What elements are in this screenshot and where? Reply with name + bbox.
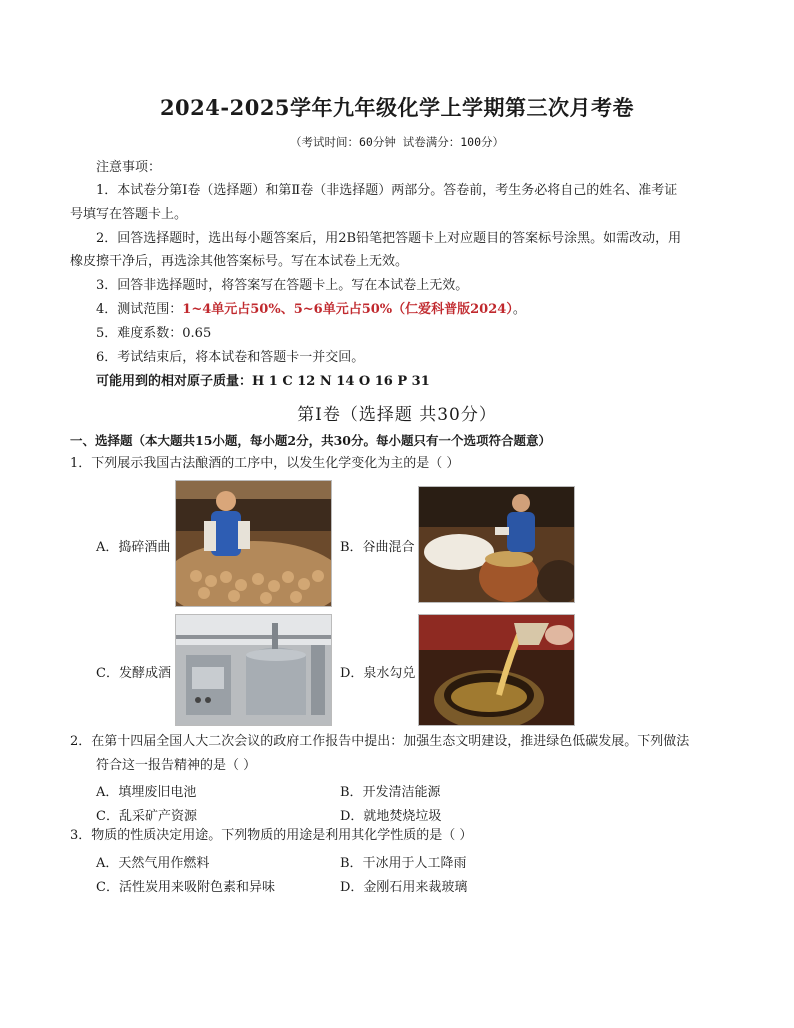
q3-option-c: C．活性炭用来吸附色素和异味 — [96, 880, 275, 895]
question-2-stem-a: 2．在第十四届全国人大二次会议的政府工作报告中提出：加强生态文明建设，推进绿色低碳发展。下列做法 — [70, 734, 690, 749]
photo-fermentation-still — [175, 614, 332, 726]
notice-item-2b: 橡皮擦干净后，再选涂其他答案标号。写在本试卷上无效。 — [70, 254, 409, 269]
question-1-stem: 1．下列展示我国古法酿酒的工序中，以发生化学变化为主的是（ ） — [70, 456, 460, 471]
notice-item-6: 6．考试结束后，将本试卷和答题卡一并交回。 — [96, 350, 365, 365]
section-instruction: 一、选择题（本大题共15小题，每小题2分，共30分。每小题只有一个选项符合题意） — [70, 433, 551, 448]
section-title: 第Ⅰ卷（选择题 共30分） — [297, 405, 497, 425]
notice-item-1b: 号填写在答题卡上。 — [70, 207, 188, 222]
q2-option-b: B．开发清洁能源 — [340, 785, 441, 800]
q1-option-d: D．泉水勾兑 — [340, 666, 416, 681]
test-range-highlight: 1~4单元占50%、5~6单元占50%（仁爱科普版2024） — [182, 302, 513, 317]
photo-crushing-yeast — [175, 480, 332, 607]
exam-title: 2024-2025学年九年级化学上学期第三次月考卷 — [159, 95, 635, 120]
notice-item-4-suffix: 。 — [512, 302, 526, 317]
q1-option-a: A．捣碎酒曲 — [96, 540, 171, 555]
q3-option-d: D．金刚石用来裁玻璃 — [340, 880, 468, 895]
q2-option-d: D．就地焚烧垃圾 — [340, 809, 442, 824]
atomic-masses: 可能用到的相对原子质量：H 1 C 12 N 14 O 16 P 31 — [96, 374, 430, 389]
q2-option-a: A．填埋废旧电池 — [96, 785, 197, 800]
q3-option-b: B．干冰用于人工降雨 — [340, 856, 467, 871]
photo-mixing-grain — [418, 486, 575, 603]
notice-item-4-prefix: 4．测试范围： — [96, 302, 183, 317]
question-2-stem-b: 符合这一报告精神的是（ ） — [96, 758, 257, 773]
notice-item-4 — [96, 302, 526, 318]
notice-item-2a: 2．回答选择题时，选出每小题答案后，用2B铅笔把答题卡上对应题目的答案标号涂黑。如需改动，用 — [96, 231, 682, 246]
q1-option-b: B．谷曲混合 — [340, 540, 415, 555]
notice-heading: 注意事项： — [96, 160, 162, 175]
notice-item-5: 5．难度系数：0.65 — [96, 326, 212, 341]
photo-blending-spring-water — [418, 614, 575, 726]
question-3-stem: 3．物质的性质决定用途。下列物质的用途是利用其化学性质的是（ ） — [70, 828, 473, 843]
q1-option-c: C．发酵成酒 — [96, 666, 171, 681]
notice-item-3: 3．回答非选择题时，将答案写在答题卡上。写在本试卷上无效。 — [96, 278, 469, 293]
notice-item-1a: 1．本试卷分第Ⅰ卷（选择题）和第Ⅱ卷（非选择题）两部分。答卷前，考生务必将自己的姓名、准考证 — [96, 183, 678, 198]
q3-option-a: A．天然气用作燃料 — [96, 856, 210, 871]
exam-subtitle: （考试时间：60分钟 试卷满分：100分） — [289, 135, 505, 149]
q2-option-c: C．乱采矿产资源 — [96, 809, 197, 824]
